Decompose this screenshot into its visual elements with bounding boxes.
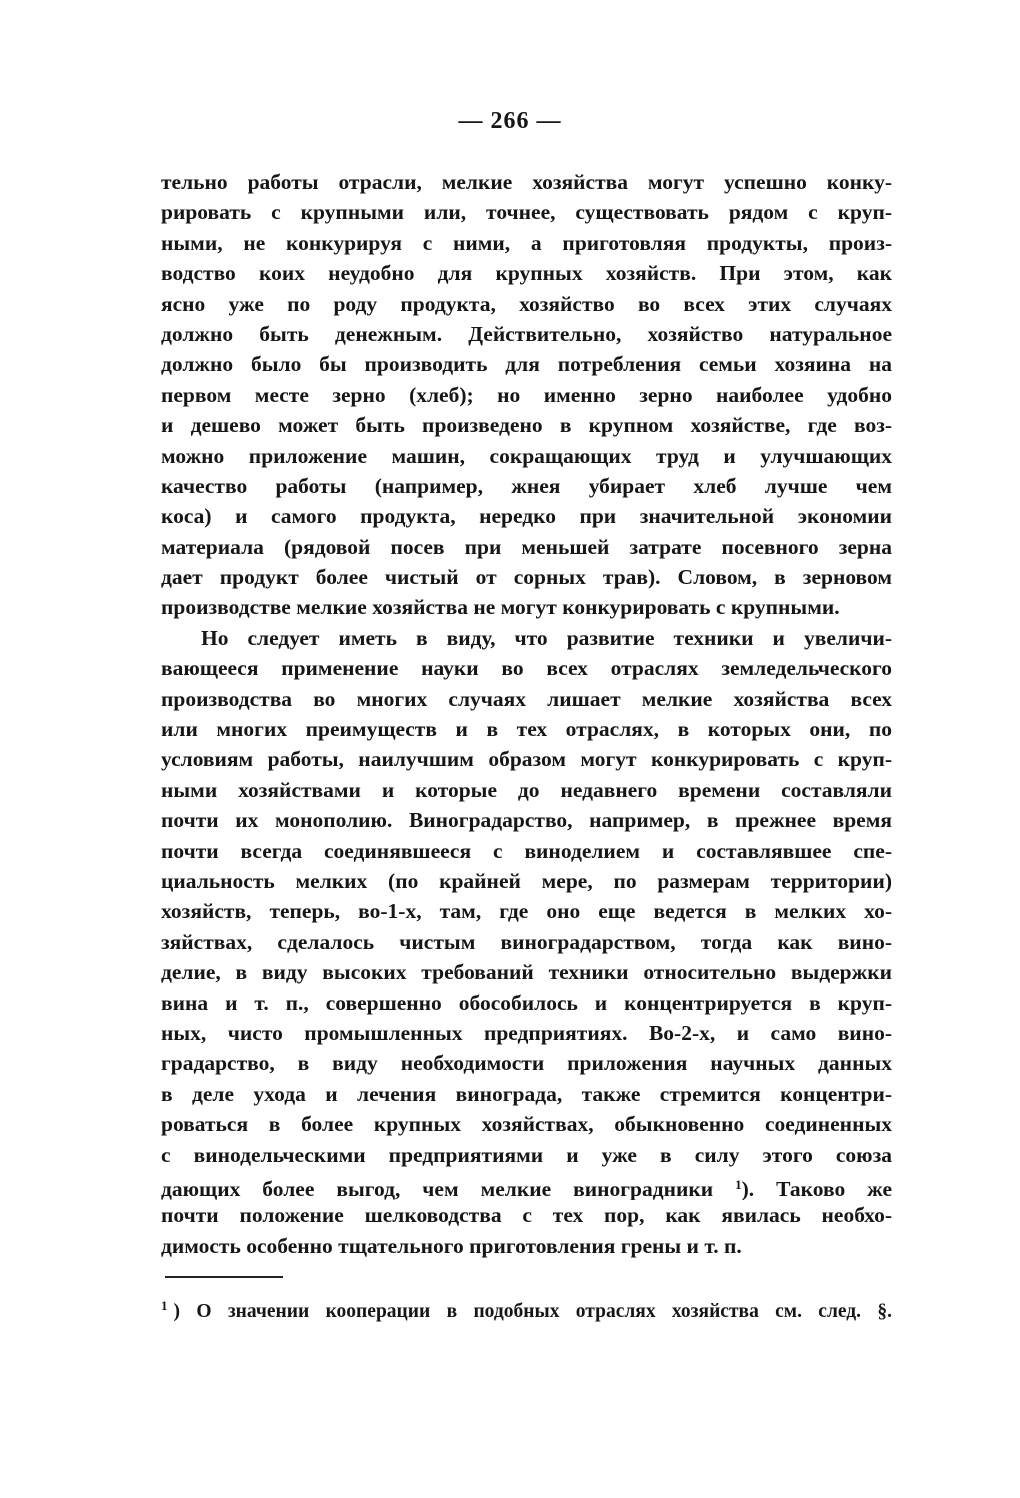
text-line: производства во многих случаях лишает мелкие хозяйства всех bbox=[161, 686, 892, 711]
text-line: циальность мелких (по крайней мере, по размерам территории) bbox=[161, 868, 892, 893]
text-line: с винодельческими предприятиями и уже в силу этого союза bbox=[161, 1142, 892, 1167]
text-line-segment: дающих более выгод, чем мелкие виноградники bbox=[161, 1176, 714, 1201]
text-line: градарство, в виду необходимости приложения научных данных bbox=[161, 1051, 892, 1076]
text-line: качество работы (например, жнея убирает хлеб лучше чем bbox=[161, 473, 892, 498]
text-line: ными хозяйствами и которые до недавнего времени составляли bbox=[161, 777, 892, 802]
text-line-segment: ). Таково же bbox=[741, 1176, 892, 1201]
text-line: вающееся применение науки во всех отраслях земледельческого bbox=[161, 656, 892, 681]
text-line: и дешево может быть произведено в крупном хозяйстве, где воз- bbox=[161, 413, 892, 438]
footnote-text: ) О значении кооперации в подобных отраслях хозяйства см. след. §. bbox=[173, 1301, 892, 1322]
text-line: зяйствах, сделалось чистым виноградарством, тогда как вино- bbox=[161, 929, 892, 954]
text-line: тельно работы отрасли, мелкие хозяйства могут успешно конку- bbox=[161, 170, 892, 194]
text-line: делие, в виду высоких требований техники относительно выдержки bbox=[161, 960, 892, 985]
footnote-reference[interactable]: 1 bbox=[735, 1176, 742, 1192]
page-text bbox=[161, 167, 892, 1261]
text-line-with-footnote-ref bbox=[161, 1170, 892, 1200]
footnote-separator bbox=[165, 1276, 283, 1278]
text-line: материала (рядовой посев при меньшей затрате посевного зерна bbox=[161, 534, 892, 559]
paragraph-1 bbox=[161, 167, 892, 623]
text-line: хозяйств, теперь, во-1-х, там, где оно еще ведется в мелких хо- bbox=[161, 899, 892, 924]
text-line: можно приложение машин, сокращающих труд и улучшающих bbox=[161, 443, 892, 468]
text-line: водство коих неудобно для крупных хозяйств. При этом, как bbox=[161, 261, 892, 286]
text-line: в деле ухода и лечения винограда, также стремится концентри- bbox=[161, 1081, 892, 1106]
text-line: должно быть денежным. Действительно, хозяйство натуральное bbox=[161, 321, 892, 346]
text-line: должно было бы производить для потребления семьи хозяина на bbox=[161, 352, 892, 377]
text-line: рировать с крупными или, точнее, существовать рядом с круп- bbox=[161, 200, 892, 225]
text-line: ясно уже по роду продукта, хозяйство во всех этих случаях bbox=[161, 291, 892, 316]
text-line: роваться в более крупных хозяйствах, обыкновенно соединенных bbox=[161, 1112, 892, 1137]
text-line: коса) и самого продукта, нередко при значительной экономии bbox=[161, 504, 892, 529]
text-line: димость особенно тщательного приготовления грены и т. п. bbox=[161, 1233, 742, 1258]
text-line: дает продукт более чистый от сорных трав). Словом, в зерновом bbox=[161, 565, 892, 590]
text-line: первом месте зерно (хлеб); но именно зерно наиболее удобно bbox=[161, 382, 892, 407]
page-number: — 266 — bbox=[458, 108, 562, 134]
text-line: почти их монополию. Виноградарство, например, в прежнее время bbox=[161, 808, 892, 833]
text-line: или многих преимуществ и в тех отраслях, в которых они, по bbox=[161, 717, 892, 742]
footnote-mark: 1 bbox=[161, 1298, 168, 1313]
text-line: условиям работы, наилучшим образом могут конкурировать с круп- bbox=[161, 747, 892, 772]
text-line: почти всегда соединявшееся с виноделием и составлявшее спе- bbox=[161, 838, 892, 863]
text-line: производстве мелкие хозяйства не могут конкурировать с крупными. bbox=[161, 595, 840, 620]
footnote bbox=[161, 1291, 892, 1327]
paragraph-2 bbox=[161, 623, 892, 1261]
text-line: Но следует иметь в виду, что развитие техники и увеличи- bbox=[201, 625, 892, 650]
text-line: ных, чисто промышленных предприятиях. Во-2-х, и само вино- bbox=[161, 1020, 892, 1045]
text-line: вина и т. п., совершенно обособилось и концентрируется в круп- bbox=[161, 990, 892, 1015]
text-line: почти положение шелководства с тех пор, как явилась необхо- bbox=[161, 1203, 892, 1228]
text-line: ными, не конкурируя с ними, а приготовляя продукты, произ- bbox=[161, 230, 892, 255]
